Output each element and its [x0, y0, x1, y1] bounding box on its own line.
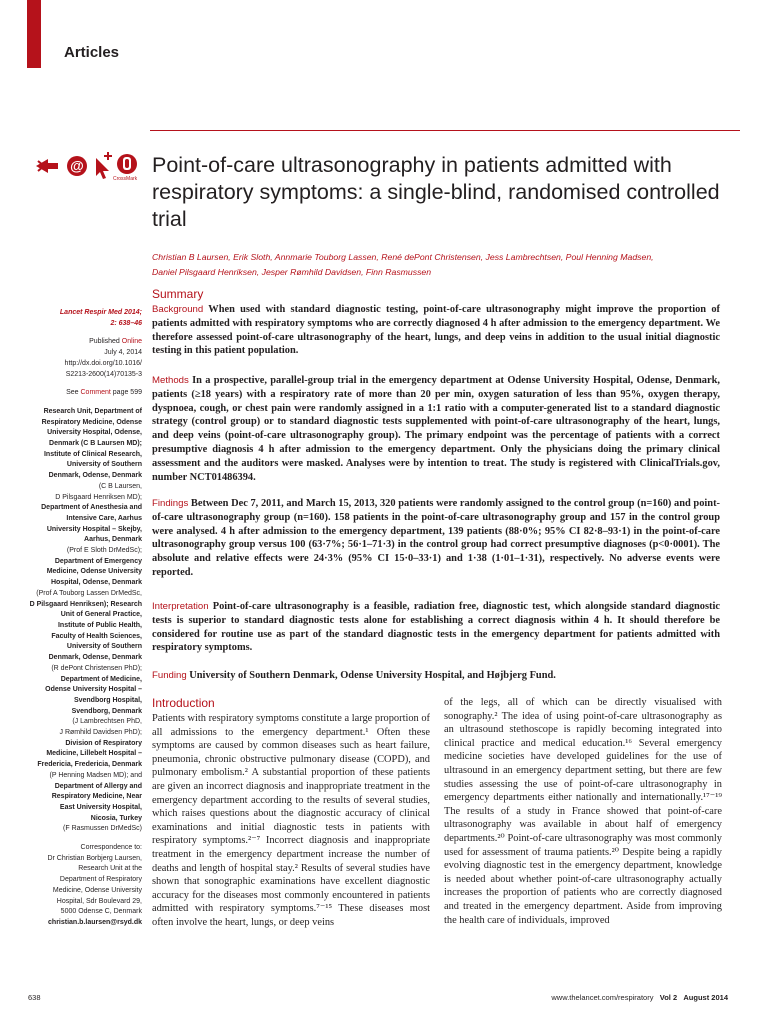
affiliation-line: Division of Respiratory: [65, 739, 142, 747]
affiliation-line: Department of Medicine,: [60, 675, 142, 683]
abstract-methods: [152, 374, 720, 484]
affiliation-line: (F Rasmussen DrMedSc): [63, 825, 142, 833]
see-prefix: See: [66, 389, 81, 397]
affiliation-line: Aarhus, Denmark: [84, 536, 142, 544]
correspondence-line: Department of Respiratory: [59, 876, 142, 884]
journal-volume: Vol 2: [659, 993, 678, 1002]
see-page: page 599: [110, 389, 142, 397]
introduction-column-2: of the legs, all of which can be directly visualised with sonography.² The idea of using point-of-care ultrasonography as an ultrasound stethoscope is rapidly becoming integrated into clinical practice and medical education.¹⁶ Several emergency medicine societies have developed guidelines for the use of ultrasound in an emergency department setting, but there are few studies assessing the use of point-of-care ultrasonography in emergency departments either nationally and internationally.¹⁷⁻¹⁹ The results of a study in France showed that point-of-care ultrasonography was available in about half of emergency departments.²⁰ Point-of-care ultrasonography was most commonly used for assessment of trauma patients.²⁰ Despite being a rapidly evolving diagnostic test in the emergency department, knowledge is needed about whether point-of-care ultrasonography actually increases the proportion of patients who are correctly diagnosed and treated in the emergency department. Aside from improving the health care of individuals, improved: [444, 697, 722, 926]
published-prefix: Published: [89, 338, 122, 346]
affiliation-line: Svendborg, Denmark: [71, 707, 142, 715]
affiliation-line: East University Hospital,: [59, 803, 142, 811]
background-text: When used with standard diagnostic testing, point-of-care ultrasonography might improve the proportion of patients admitted with respiratory symptoms who are correctly diagnosed 4 h after admission to the emergency department. We therefore assessed point-of-care ultrasonography of the heart, lungs, and deep veins in addition to the usual initial diagnostic testing in this patient population.: [152, 304, 720, 357]
affiliation-line: Unit of General Practice,: [60, 611, 142, 619]
svg-text:@: @: [70, 157, 84, 174]
affiliation-line: (Prof A Touborg Lassen DrMedSc,: [36, 589, 142, 597]
affiliation-line: Denmark, Odense, Denmark: [48, 654, 142, 662]
affiliation-line: Fredericia, Fredericia, Denmark: [37, 761, 142, 769]
abstract-findings: [152, 497, 720, 580]
affiliation-line: (C B Laursen,: [98, 482, 142, 490]
affiliation-line: Department of Anesthesia and: [41, 504, 142, 512]
funding-label: Funding: [152, 670, 187, 681]
journal-date: August 2014: [683, 993, 728, 1002]
correspondence-line: Hospital, Sdr Boulevard 29,: [56, 897, 142, 905]
affiliations: [28, 407, 142, 835]
crossmark-label: CrossMark: [113, 176, 138, 182]
citation-journal: Lancet Respir Med 2014;: [59, 309, 142, 316]
doi-line-1[interactable]: http://dx.doi.org/10.1016/: [64, 359, 142, 367]
correspondence: [28, 843, 142, 929]
affiliation-line: Hospital, Odense, Denmark: [50, 579, 142, 587]
correspondence-line: 5000 Odense C, Denmark: [60, 908, 142, 916]
section-label: Articles: [64, 44, 120, 61]
affiliation-line: Odense University Hospital –: [45, 686, 142, 694]
comment-link[interactable]: Comment: [80, 389, 111, 397]
affiliation-line: Respiratory Medicine, Near: [51, 793, 142, 801]
page-number: 638: [28, 993, 41, 1002]
affiliation-line: University of Southern: [66, 461, 142, 469]
affiliation-line: (J Lambrechtsen PhD,: [72, 718, 142, 726]
affiliation-line: Research Unit, Department of: [43, 407, 142, 415]
affiliation-line: Respiratory Medicine, Odense: [41, 418, 142, 426]
arrow-icon[interactable]: [36, 159, 58, 173]
correspondence-line[interactable]: christian.b.laursen@rsyd.dk: [48, 918, 142, 926]
affiliation-line: (Prof E Sloth DrMedSc);: [66, 547, 142, 555]
doi-line-2[interactable]: S2213-2600(14)70135-3: [65, 370, 142, 378]
at-icon[interactable]: [67, 156, 87, 176]
methods-label: Methods: [152, 375, 189, 386]
affiliation-line: Svendborg Hospital,: [73, 696, 142, 704]
journal-footer: [500, 993, 728, 1002]
findings-label: Findings: [152, 498, 189, 509]
affiliation-line: Department of Emergency: [54, 557, 142, 565]
affiliation-line: (R dePont Christensen PhD);: [51, 664, 142, 672]
affiliation-line: D Pilsgaard Henriksen); Research: [29, 600, 142, 608]
affiliation-line: University Hospital – Skejby,: [46, 525, 142, 533]
background-label: Background: [152, 304, 204, 315]
abstract-interpretation: [152, 600, 720, 655]
methods-text: In a prospective, parallel-group trial in the emergency department at Odense University Hospital, Odense, Denmark, patients (≥18 years) with a respiratory rate of more than 20 per min, oxygen saturation of less than 95%, oxygen therapy, dyspnoea, cough, or chest pain were randomly assigned in a 1:1 ratio with a computer-generated list to a standard diagnostic strategy (control group) or to standard diagnostic tests supplemented with point-of-care ultrasonography of the heart, lungs, and deep veins (point-of-care ultrasonography group). The primary endpoint was the percentage of patients with a correct presumptive diagnosis 4 h after admission to the emergency department. Only the physicians doing the primary clinical assessment and the auditors were masked. Analyses were by intention to treat. The study is registered with ClinicalTrials.gov, number NCT01486394.: [152, 375, 720, 483]
introduction-heading: Introduction: [152, 696, 215, 710]
header-rule: [150, 130, 740, 131]
citation-pages: 2: 638–46: [110, 319, 142, 327]
affiliation-line: Denmark (C B Laursen MD);: [49, 440, 142, 448]
affiliation-line: Medicine, Odense University: [46, 568, 142, 576]
article-sidebar: [28, 308, 142, 929]
interpretation-label: Interpretation: [152, 601, 209, 612]
interpretation-text: Point-of-care ultrasonography is a feasible, radiation free, diagnostic test, which alongside standard diagnostic tests is superior to standard diagnostic tests alone for establishing a correct diagnosis within 4 h. It should therefore be considered for routine use as part of the standard diagnostic tests in the emergency department for patients admitted with respiratory symptoms.: [152, 601, 720, 654]
affiliation-line: University Hospital, Odense,: [47, 429, 142, 437]
see-comment-line: [28, 388, 142, 399]
summary-heading: Summary: [152, 287, 204, 301]
affiliation-line: Nicosia, Turkey: [90, 814, 142, 822]
abstract-background: [152, 303, 720, 358]
affiliation-line: J Rømhild Davidsen PhD);: [59, 729, 142, 737]
author-list: [152, 250, 732, 280]
online-link[interactable]: Online: [121, 338, 142, 346]
introduction-column-1: Patients with respiratory symptoms constitute a large proportion of all admissions to the emergency department.¹ Often these symptoms are caused by common diseases such as heart failure, pneumonia, chronic obstructive pulmonary disease (COPD), and pulmonary embolism.² A substantial proportion of these patients are given an incorrect diagnosis and inappropriate treatment in the emergency department according to the results of several studies, which raises questions about the diagnostic accuracy of clinical examinations and initial diagnostic tests in patients with respiratory symptoms.²⁻⁷ Incorrect diagnosis and inappropriate treatment in the emergency department increase the number of deaths and length of hospital stay.² Results of several studies have shown that sonographic examinations have excellent diagnostic accuracy for the diseases most commonly encountered in patients admitted with respiratory symptoms.⁷⁻¹⁵ These diseases most often involve the heart, lungs, or deep veins: [152, 713, 431, 928]
cursor-plus-icon[interactable]: [96, 152, 112, 179]
abstract-funding: [152, 669, 720, 683]
crossmark-icon[interactable]: [117, 154, 137, 174]
correspondence-line: Dr Christian Borbjerg Laursen,: [47, 854, 142, 862]
funding-text: University of Southern Denmark, Odense University Hospital, and Højbjerg Fund.: [186, 670, 556, 681]
affiliation-line: Institute of Public Health,: [57, 621, 142, 629]
published-date: July 4, 2014: [104, 349, 142, 357]
affiliation-line: Denmark, Odense, Denmark: [48, 472, 142, 480]
correspondence-line: Correspondence to:: [80, 844, 142, 852]
correspondence-line: Medicine, Odense University: [52, 886, 142, 894]
findings-text: Between Dec 7, 2011, and March 15, 2013, 320 patients were randomly assigned to the control group (n=160) and point-of-care ultrasonography group (n=160). 158 patients in the point-of-care ultrasonography group and 157 in the control group were analysed. 4 h after admission to the emergency department, 139 patients (88·0%; 95% CI 82·8–93·1) in the point-of-care ultrasonography group versus 100 (63·7%; 56·1–71·3) in the control group had correct presumptive diagnoses (p<0·0001). The absolute and relative effects were 24·3% (95% CI 15·0–33·1) and 1·38 (1·01–1·31), respectively. No adverse events were reported.: [152, 498, 720, 578]
affiliation-line: (P Henning Madsen MD); and: [49, 771, 142, 779]
affiliation-line: Faculty of Health Sciences,: [51, 632, 142, 640]
article-title: Point-of-care ultrasonography in patients admitted with respiratory symptoms: a single-blind, randomised controlled trial: [152, 153, 720, 231]
affiliation-line: D Pilsgaard Henriksen MD);: [55, 493, 142, 501]
affiliation-line: Medicine, Lillebelt Hospital –: [46, 750, 142, 758]
journal-url[interactable]: www.thelancet.com/respiratory: [551, 993, 654, 1002]
affiliation-line: Department of Allergy and: [54, 782, 142, 790]
affiliation-line: Institute of Clinical Research,: [43, 450, 142, 458]
correspondence-line: Research Unit at the: [78, 865, 142, 873]
affiliation-line: University of Southern: [66, 643, 142, 651]
authors-line-2: Daniel Pilsgaard Henriksen, Jesper Rømhild Davidsen, Finn Rasmussen: [152, 267, 432, 277]
authors-line-1: Christian B Laursen, Erik Sloth, Annmarie Touborg Lassen, René dePont Christensen, Jess Lambrechtsen, Poul Henning Madsen,: [152, 252, 654, 262]
affiliation-line: Intensive Care, Aarhus: [66, 514, 142, 522]
published-line: [28, 337, 142, 348]
section-color-bar: [27, 0, 41, 68]
